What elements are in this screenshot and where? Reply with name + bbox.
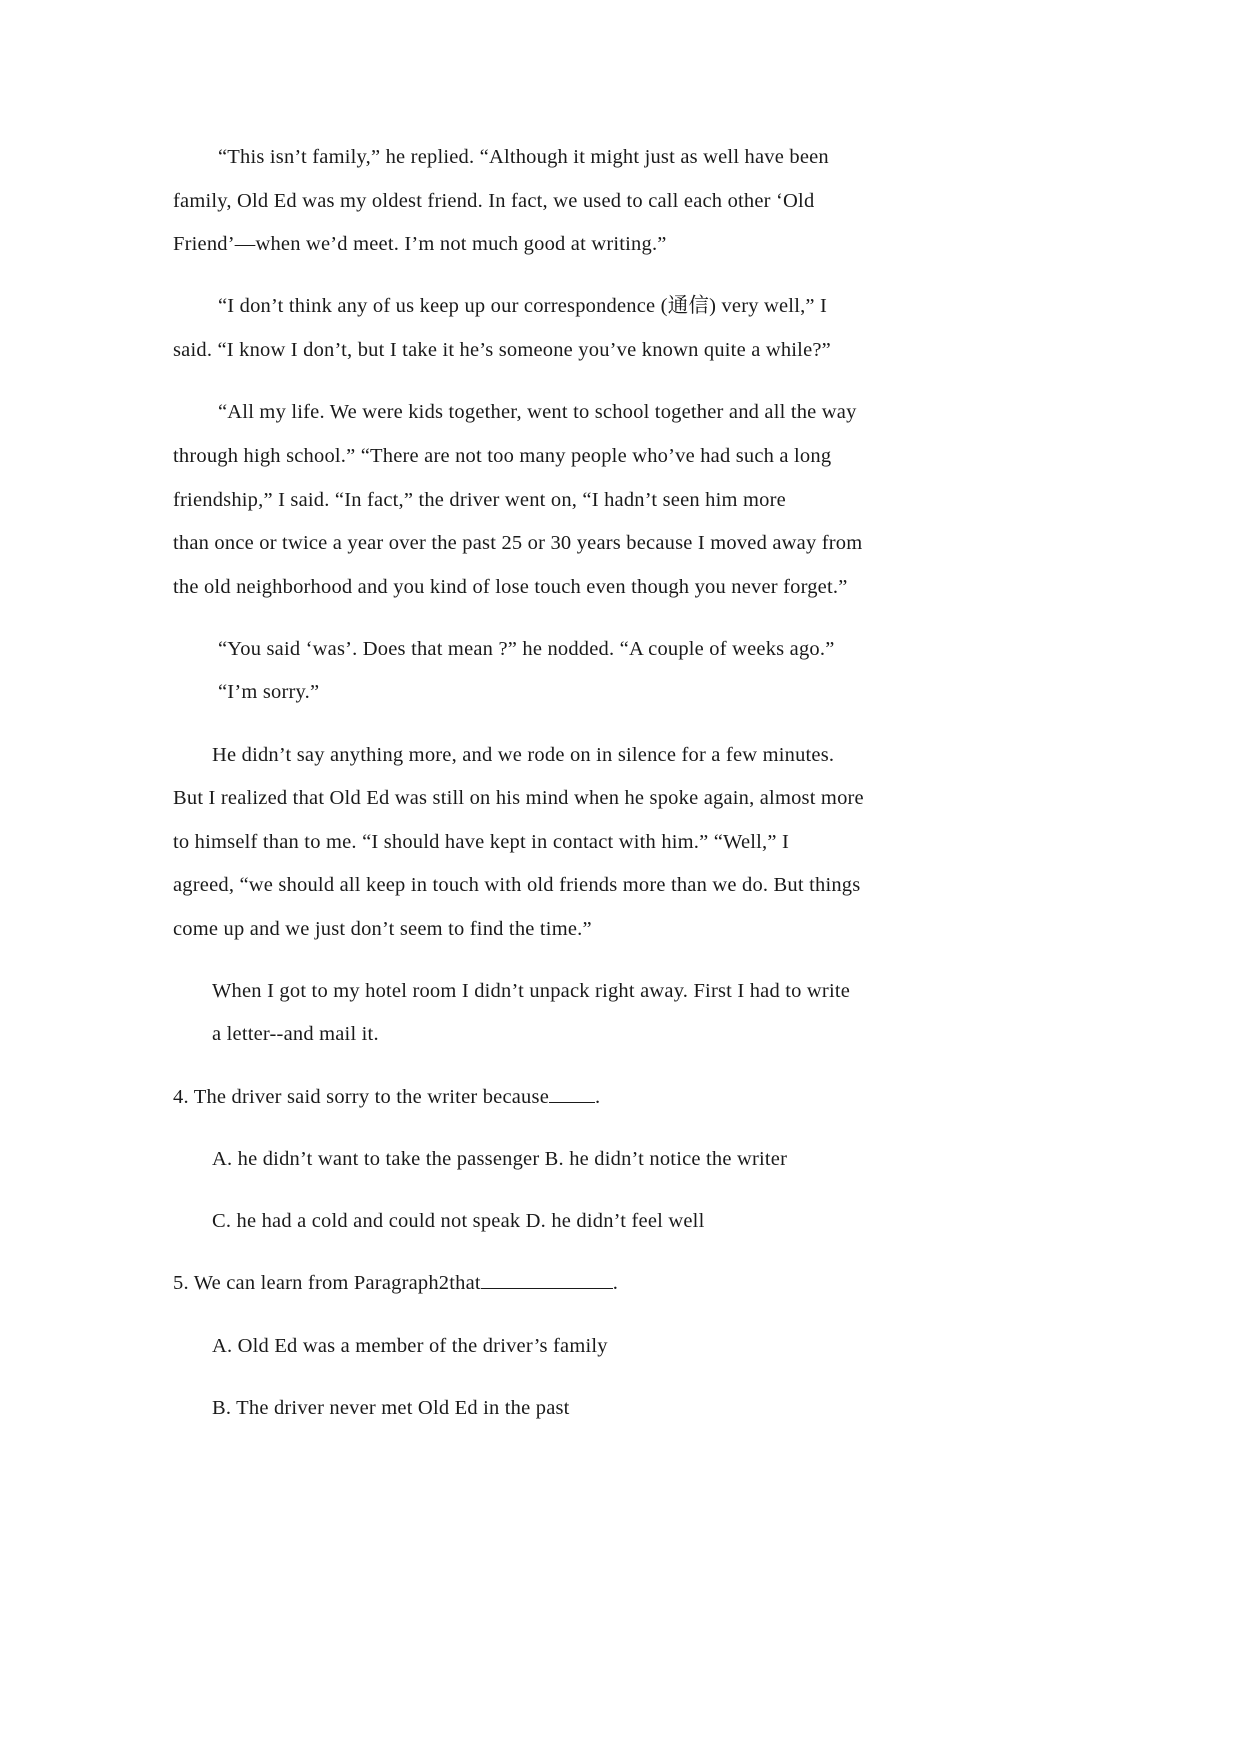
answer-blank[interactable]: [549, 1084, 595, 1103]
question-4-stem: [173, 1084, 600, 1110]
question-5-stem: [173, 1270, 618, 1296]
question-4-options-ab: A. he didn’t want to take the passenger B. he didn’t notice the writer: [212, 1148, 788, 1170]
passage-line: “I’m sorry.”: [218, 681, 320, 703]
question-5-option-b: B. The driver never met Old Ed in the past: [212, 1397, 570, 1419]
passage-line: “You said ‘was’. Does that mean ?” he nodded. “A couple of weeks ago.”: [218, 638, 835, 660]
question-stem-text: 4. The driver said sorry to the writer because: [173, 1086, 549, 1108]
question-stem-end: .: [595, 1086, 601, 1108]
passage-line: “All my life. We were kids together, went to school together and all the way: [218, 401, 857, 423]
passage-line: “This isn’t family,” he replied. “Although it might just as well have been: [218, 146, 829, 168]
passage-line: Friend’—when we’d meet. I’m not much good at writing.”: [173, 233, 667, 255]
passage-line: than once or twice a year over the past 25 or 30 years because I moved away from: [173, 532, 863, 554]
passage-line: a letter--and mail it.: [212, 1023, 379, 1045]
passage-line: to himself than to me. “I should have kept in contact with him.” “Well,” I: [173, 831, 790, 853]
question-4-options-cd: C. he had a cold and could not speak D. he didn’t feel well: [212, 1210, 705, 1232]
answer-blank[interactable]: [481, 1270, 613, 1289]
question-stem-end: .: [612, 1272, 619, 1294]
passage-line: come up and we just don’t seem to find the time.”: [173, 918, 592, 940]
question-stem-text: 5. We can learn from Paragraph2that: [173, 1272, 481, 1294]
passage-line: family, Old Ed was my oldest friend. In fact, we used to call each other ‘Old: [173, 190, 815, 212]
passage-line: friendship,” I said. “In fact,” the driver went on, “I hadn’t seen him more: [173, 489, 786, 511]
passage-line: the old neighborhood and you kind of lose touch even though you never forget.”: [173, 576, 848, 598]
question-5-option-a: A. Old Ed was a member of the driver’s family: [212, 1335, 608, 1357]
passage-line: But I realized that Old Ed was still on his mind when he spoke again, almost more: [173, 787, 864, 809]
passage-line: said. “I know I don’t, but I take it he’s someone you’ve known quite a while?”: [173, 339, 831, 361]
passage-line: agreed, “we should all keep in touch with old friends more than we do. But things: [173, 874, 861, 896]
passage-line: When I got to my hotel room I didn’t unpack right away. First I had to write: [212, 980, 851, 1002]
passage-line: He didn’t say anything more, and we rode on in silence for a few minutes.: [212, 744, 835, 766]
passage-line: “I don’t think any of us keep up our correspondence (通信) very well,” I: [218, 295, 828, 317]
passage-line: through high school.” “There are not too many people who’ve had such a long: [173, 445, 832, 467]
